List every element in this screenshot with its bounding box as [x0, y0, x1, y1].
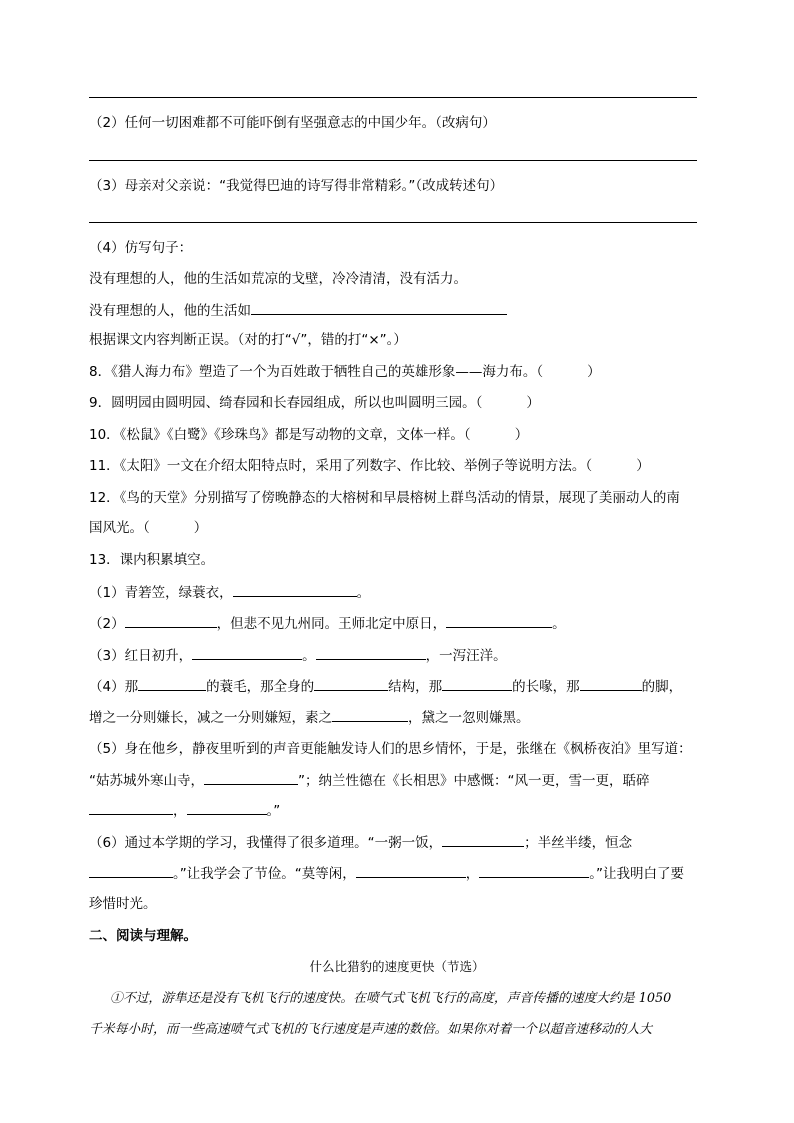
judge-9-text: 9．圆明园由圆明园、绮春园和长春园组成，所以也叫圆明三园。（ — [89, 395, 483, 411]
fill-blank[interactable] — [233, 582, 357, 597]
fill-blank[interactable] — [332, 707, 408, 722]
fill-3 — [89, 645, 704, 666]
fill-text: ，但悲不见九州同。王师北定中原日， — [216, 616, 447, 632]
fill-text: 。 — [302, 648, 316, 664]
fill-text: 的蓑毛，那全身的 — [206, 679, 315, 695]
fill-text: （1）青箬笠，绿蓑衣， — [89, 585, 233, 601]
fill-text: 。”让我明白了要 — [589, 866, 684, 882]
fill-6-line2 — [89, 863, 704, 884]
paren-close: ） — [526, 395, 540, 411]
judge-10-text: 10．《松鼠》《白鹭》《珍珠鸟》都是写动物的文章，文体一样。（ — [89, 427, 471, 443]
fill-text: 的长喙，那 — [512, 679, 580, 695]
fill-text: 的脚， — [641, 679, 683, 695]
fill-text: 增之一分则嫌长，减之一分则嫌短，素之 — [89, 710, 332, 726]
judge-8-text: 8．《猎人海力布》塑造了一个为百姓敢于牺牲自己的英雄形象——海力布。（ — [89, 364, 544, 380]
fill-5-line3 — [89, 800, 704, 821]
judge-12-text: 国风光。（ — [89, 520, 150, 536]
fill-blank[interactable] — [446, 613, 552, 628]
fill-text: ， — [465, 866, 480, 882]
judge-12-line2 — [89, 518, 704, 538]
fill-blank[interactable] — [442, 832, 524, 847]
fill-blank[interactable] — [356, 863, 466, 878]
paren-close: ） — [636, 458, 650, 474]
question-4-prompt — [89, 300, 704, 321]
judge-9 — [89, 393, 704, 413]
fill-2 — [89, 613, 704, 634]
answer-line — [89, 160, 697, 161]
reading-paragraph-line1: ①不过，游隼还是没有飞机飞行的速度快。在喷气式飞机飞行的高度，声音传播的速度大约是 1050 — [110, 991, 672, 1006]
fill-5-line1: （5）身在他乡，静夜里听到的声音更能触发诗人们的思乡情怀，于是，张继在《枫桥夜泊》里写道： — [89, 741, 692, 757]
fill-text: ；半丝半缕，恒念 — [524, 835, 633, 851]
fill-5-line2 — [89, 770, 704, 791]
judge-12-line1: 12．《鸟的天堂》分别描写了傍晚静态的大榕树和早晨榕树上群鸟活动的情景，展现了美丽动人的南 — [89, 490, 680, 506]
question-4-head: （4）仿写句子： — [89, 240, 193, 256]
fill-blank[interactable] — [251, 300, 507, 315]
fill-1 — [89, 582, 704, 603]
fill-text: 结构，那 — [388, 679, 443, 695]
question-13-head: 13．课内积累填空。 — [89, 552, 215, 568]
fill-blank[interactable] — [138, 676, 206, 691]
judge-10 — [89, 425, 704, 445]
question-3: （3）母亲对父亲说：“我觉得巴迪的诗写得非常精彩。”（改成转述句） — [89, 178, 504, 194]
fill-blank[interactable] — [89, 800, 173, 815]
reading-title: 什么比猎豹的速度更快（节选） — [309, 959, 485, 974]
fill-blank[interactable] — [204, 770, 298, 785]
fill-blank[interactable] — [187, 800, 267, 815]
fill-text: 。” — [266, 803, 281, 819]
answer-line — [89, 222, 697, 223]
fill-blank[interactable] — [316, 645, 426, 660]
paren-close: ） — [587, 364, 601, 380]
question-4-prompt-text: 没有理想的人，他的生活如 — [89, 303, 251, 319]
fill-blank[interactable] — [314, 676, 388, 691]
fill-6-line3: 珍惜时光。 — [89, 896, 157, 912]
fill-text: ，黛之一忽则嫌黑。 — [408, 710, 530, 726]
fill-text: 。”让我学会了节俭。“莫等闲， — [173, 866, 356, 882]
judge-11 — [89, 456, 704, 476]
fill-blank[interactable] — [125, 613, 217, 628]
paren-close: ） — [193, 520, 208, 536]
fill-blank[interactable] — [192, 645, 302, 660]
question-2: （2）任何一切困难都不可能吓倒有坚强意志的中国少年。（改病句） — [89, 115, 496, 131]
fill-text: （3）红日初升， — [89, 648, 193, 664]
fill-text: （6）通过本学期的学习，我懂得了很多道理。“一粥一饭， — [89, 835, 443, 851]
fill-text: 。 — [356, 585, 371, 601]
judge-intro: 根据课文内容判断正误。（对的打“√”，错的打“×”。） — [89, 332, 407, 348]
reading-paragraph-line2: 千米每小时，而一些高速喷气式飞机的飞行速度是声速的数倍。如果你对着一个以超音速移动的人大 — [89, 1022, 653, 1037]
fill-4-line2 — [89, 707, 704, 728]
question-4-model: 没有理想的人，他的生活如荒凉的戈壁，冷冷清清，没有活力。 — [89, 271, 467, 287]
judge-11-text: 11．《太阳》一文在介绍太阳特点时，采用了列数字、作比较、举例子等说明方法。（ — [89, 458, 593, 474]
fill-text: ， — [173, 803, 187, 819]
answer-line — [89, 97, 697, 98]
fill-text: “姑苏城外寒山寺， — [89, 773, 204, 789]
fill-text: ”；纳兰性德在《长相思》中感慨：“风一更，雪一更，聒碎 — [298, 773, 650, 789]
fill-blank[interactable] — [442, 676, 512, 691]
fill-6-line1 — [89, 832, 704, 853]
fill-text: ，一泻汪洋。 — [425, 648, 507, 664]
fill-text: 。 — [552, 616, 566, 632]
fill-4-line1 — [89, 676, 704, 697]
fill-text: （2） — [89, 616, 125, 632]
fill-blank[interactable] — [580, 676, 642, 691]
fill-blank[interactable] — [479, 863, 589, 878]
section-heading: 二、阅读与理解。 — [89, 928, 197, 944]
fill-blank[interactable] — [89, 863, 173, 878]
paren-close: ） — [514, 427, 529, 443]
fill-text: （4）那 — [89, 679, 139, 695]
judge-8 — [89, 362, 704, 382]
